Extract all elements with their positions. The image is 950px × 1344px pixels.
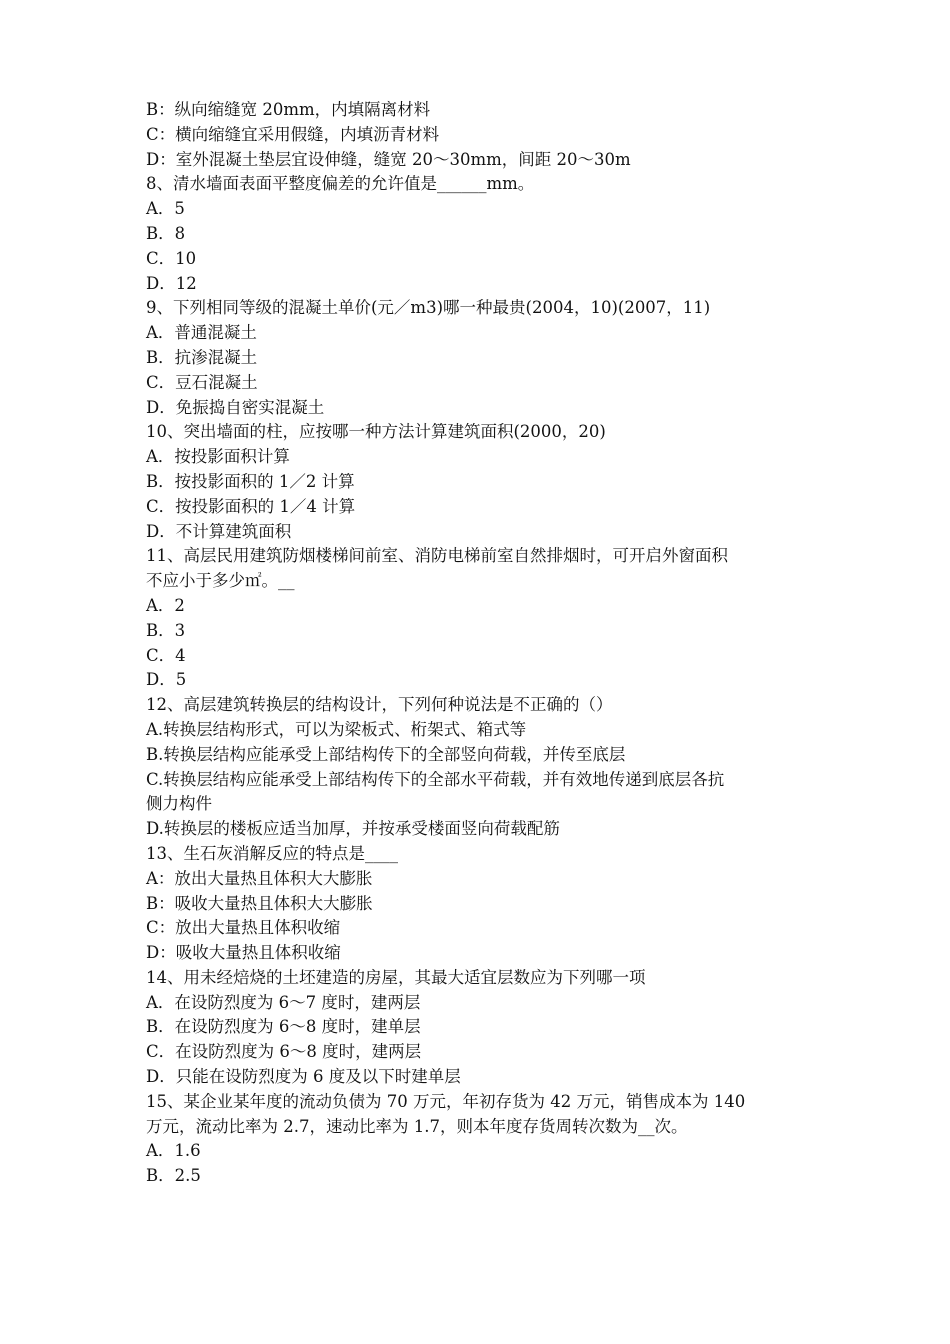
option-a: A．普通混凝土: [146, 323, 257, 343]
option-c: C：放出大量热且体积收缩: [146, 918, 341, 938]
option-c: C．按投影面积的 1／4 计算: [146, 496, 356, 516]
question-11: 11、高层民用建筑防烟楼梯间前室、消防电梯前室自然排烟时，可开启外窗面积: [146, 546, 728, 566]
option-b: B．3: [146, 620, 186, 640]
option-c: C：横向缩缝宜采用假缝，内填沥青材料: [146, 124, 440, 144]
option-d: D．不计算建筑面积: [146, 521, 292, 541]
option-a: A．2: [146, 595, 185, 615]
question-15-continued: 万元，流动比率为 2.7，速动比率为 1.7，则本年度存货周转次数为__次。: [146, 1116, 688, 1136]
option-b: B：吸收大量热且体积大大膨胀: [146, 893, 373, 913]
option-c-continued: 侧力构件: [146, 794, 212, 814]
question-13: 13、生石灰消解反应的特点是____: [146, 843, 398, 863]
option-a: A.转换层结构形式，可以为梁板式、桁架式、箱式等: [146, 719, 527, 739]
option-a: A．在设防烈度为 6～7 度时，建两层: [146, 992, 421, 1012]
option-c: C．10: [146, 248, 197, 268]
option-d: D．免振捣自密实混凝土: [146, 397, 325, 417]
option-b: B：纵向缩缝宽 20mm，内填隔离材料: [146, 100, 431, 119]
option-a: A．5: [146, 199, 185, 219]
option-d: D．5: [146, 670, 187, 690]
option-d: D：吸收大量热且体积收缩: [146, 943, 341, 963]
option-b: B．按投影面积的 1／2 计算: [146, 471, 355, 491]
option-b: B.转换层结构应能承受上部结构传下的全部竖向荷载，并传至底层: [146, 744, 626, 764]
option-b: B．8: [146, 223, 186, 243]
option-c: C．4: [146, 645, 186, 665]
question-8: 8、清水墙面表面平整度偏差的允许值是______mm。: [146, 174, 535, 194]
question-11-continued: 不应小于多少㎡。__: [146, 571, 295, 591]
option-b: B．抗渗混凝土: [146, 347, 258, 367]
option-b: B．2.5: [146, 1166, 201, 1186]
option-d: D：室外混凝土垫层宜设伸缝，缝宽 20～30mm，间距 20～30m: [146, 149, 631, 169]
option-c: C．在设防烈度为 6～8 度时，建两层: [146, 1042, 422, 1062]
question-14: 14、用未经焙烧的土坯建造的房屋，其最大适宜层数应为下列哪一项: [146, 967, 646, 987]
document-body: [146, 98, 816, 1189]
option-d: D．12: [146, 273, 197, 293]
question-10: 10、突出墙面的柱，应按哪一种方法计算建筑面积(2000，20): [146, 422, 606, 442]
option-d: D．只能在设防烈度为 6 度及以下时建单层: [146, 1067, 461, 1087]
question-12: 12、高层建筑转换层的结构设计，下列何种说法是不正确的（）: [146, 695, 613, 715]
option-a: A．1.6: [146, 1141, 201, 1161]
option-d: D.转换层的楼板应适当加厚，并按承受楼面竖向荷载配筋: [146, 819, 560, 839]
question-15: 15、某企业某年度的流动负债为 70 万元，年初存货为 42 万元，销售成本为 140: [146, 1091, 746, 1111]
option-b: B．在设防烈度为 6～8 度时，建单层: [146, 1017, 421, 1037]
option-c: C.转换层结构应能承受上部结构传下的全部水平荷载，并有效地传递到底层各抗: [146, 769, 725, 789]
option-c: C．豆石混凝土: [146, 372, 258, 392]
option-a: A．按投影面积计算: [146, 447, 290, 467]
option-a: A：放出大量热且体积大大膨胀: [146, 868, 373, 888]
question-9: 9、下列相同等级的混凝土单价(元／m3)哪一种最贵(2004，10)(2007，11): [146, 298, 711, 318]
